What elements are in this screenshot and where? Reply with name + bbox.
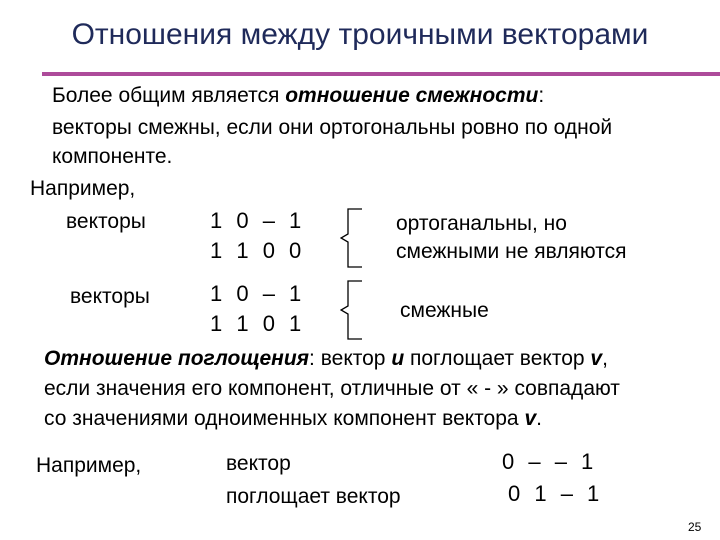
pair-1-word: векторы <box>66 210 146 233</box>
pair-1-vector-a: 1 0 – 1 <box>210 208 306 233</box>
absorption-line-2: если значения его компонент, отличные от « - » совпадают <box>44 377 620 400</box>
pair-2-result: смежные <box>400 299 489 322</box>
example-1-label: Например, <box>30 177 136 200</box>
pair-2-brace <box>340 278 368 342</box>
absorption-text-d: со значениями одноименных компонент вектора <box>44 407 525 430</box>
adjacency-line-2: векторы смежны, если они ортогональны ровно по одной <box>52 116 613 139</box>
example-2-word-2: поглощает вектор <box>226 485 401 508</box>
pair-2-vector-a: 1 0 – 1 <box>210 281 306 306</box>
example-2-word-1: вектор <box>226 452 291 475</box>
adjacency-intro: Более общим является <box>52 84 286 107</box>
absorption-text-b: поглощает вектор <box>404 347 591 370</box>
vector-v: v <box>590 347 603 370</box>
title-divider <box>42 72 720 76</box>
pair-1-vector-b: 1 1 0 0 <box>210 238 306 263</box>
absorption-line-1 <box>44 345 608 372</box>
vector-u: u <box>391 347 405 370</box>
example-2-vector-2: 0 1 – 1 <box>508 481 604 506</box>
page-number: 25 <box>688 520 702 534</box>
absorption-text-a: : вектор <box>309 347 392 370</box>
pair-1-brace <box>340 206 368 270</box>
adjacency-line-3: компоненте. <box>52 145 173 168</box>
pair-1-result-line-1: ортоганальны, но <box>396 212 567 235</box>
absorption-period: . <box>536 407 542 430</box>
absorption-term: Отношение поглощения <box>44 347 310 370</box>
adjacency-term: отношение смежности <box>285 84 539 107</box>
slide-title: Отношения между троичными векторами <box>71 18 649 51</box>
pair-2-word: векторы <box>70 285 150 308</box>
example-2-label: Например, <box>36 454 142 477</box>
pair-1-result-line-2: смежными не являются <box>396 240 627 263</box>
pair-2-vector-b: 1 1 0 1 <box>210 311 306 336</box>
adjacency-colon: : <box>538 84 545 107</box>
example-2-vector-1: 0 – – 1 <box>502 449 598 474</box>
vector-v-ref: v <box>524 407 537 430</box>
adjacency-line-1 <box>52 82 544 109</box>
absorption-line-3 <box>44 405 542 432</box>
absorption-text-c: , <box>602 347 608 370</box>
